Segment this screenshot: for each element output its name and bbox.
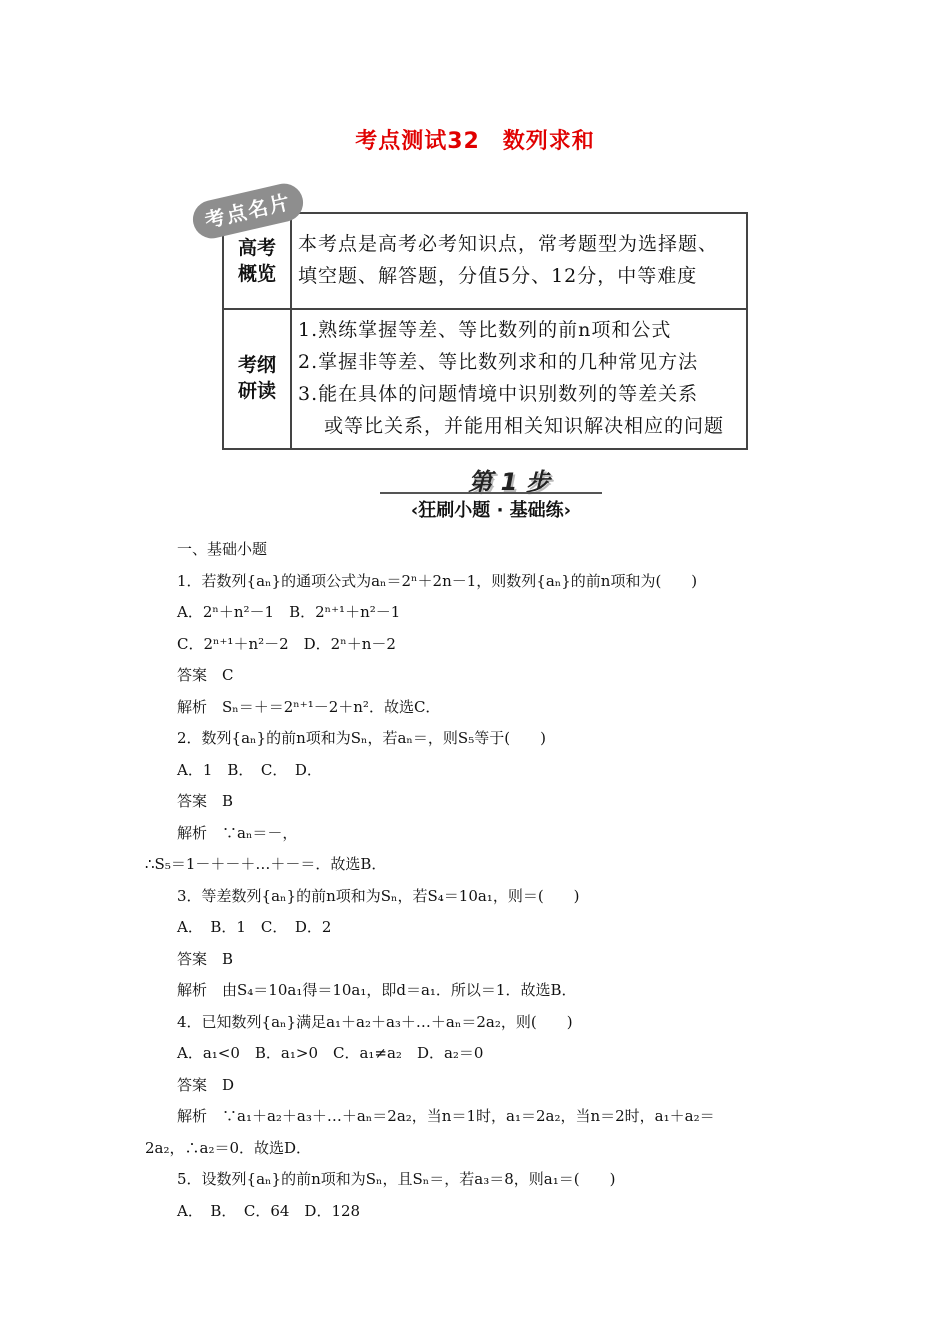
syllabus-head-line-2: 研读 [237, 380, 276, 402]
question-1-stem: 1．若数列{aₙ}的通项公式为aₙ＝2ⁿ＋2n－1，则数列{aₙ}的前n项和为( ) [177, 571, 698, 590]
question-4-analysis-2: 2a₂，∴a₂＝0．故选D． [145, 1138, 312, 1157]
overview-line-2: 填空题、解答题，分值5分、12分，中等难度 [298, 265, 698, 287]
syllabus-line-4: 或等比关系，并能用相关知识解决相应的问题 [324, 415, 725, 437]
question-2-analysis-1: 解析 ∵aₙ＝－， [177, 823, 298, 842]
syllabus-row-body [298, 308, 742, 448]
question-4-answer: 答案 D [177, 1075, 235, 1094]
question-5-options: A． B． C．64 D．128 [177, 1201, 361, 1220]
step-banner-subtitle: ‹狂刷小题 · 基础练› [410, 500, 572, 521]
overview-head-line-1: 高考 [237, 237, 276, 259]
question-3-options: A． B．1 C． D．2 [177, 918, 332, 936]
question-1-answer: 答案 C [177, 666, 234, 684]
step-banner [380, 458, 602, 524]
badge-kaodian-mingpian: 考点名片 [189, 180, 307, 242]
question-2-analysis-2: ∴S₅＝1－＋－＋…＋－＝．故选B． [145, 855, 387, 873]
question-3-analysis: 解析 由S₄＝10a₁得＝10a₁，即d＝a₁．所以＝1．故选B． [177, 981, 577, 999]
overview-head-line-2: 概览 [237, 263, 276, 285]
syllabus-row-head [224, 308, 292, 448]
syllabus-line-2: 2.掌握非等差、等比数列求和的几种常见方法 [298, 351, 699, 373]
question-5-stem: 5．设数列{aₙ}的前n项和为Sₙ，且Sₙ＝，若a₃＝8，则a₁＝( ) [177, 1170, 616, 1188]
summary-card [222, 212, 748, 450]
question-3-stem: 3．等差数列{aₙ}的前n项和为Sₙ，若S₄＝10a₁，则＝( ) [177, 886, 580, 905]
step-banner-title: 第 1 步 [468, 468, 550, 496]
question-1-options-cd: C．2ⁿ⁺¹＋n²－2 D．2ⁿ＋n－2 [177, 634, 396, 653]
syllabus-row [224, 308, 746, 448]
syllabus-line-3: 3.能在具体的问题情境中识别数列的等差关系 [298, 383, 699, 405]
question-4-options: A．a₁<0 B．a₁>0 C．a₁≠a₂ D．a₂＝0 [177, 1044, 484, 1062]
overview-line-1: 本考点是高考必考知识点，常考题型为选择题、 [298, 233, 719, 255]
step-banner-divider [380, 492, 602, 494]
question-4-stem: 4．已知数列{aₙ}满足a₁＋a₂＋a₃＋…＋aₙ＝2a₂，则( ) [177, 1012, 573, 1031]
question-2-stem: 2．数列{aₙ}的前n项和为Sₙ，若aₙ＝，则S₅等于( ) [177, 729, 546, 747]
syllabus-head-line-1: 考纲 [237, 354, 276, 376]
question-2-answer: 答案 B [177, 792, 234, 810]
overview-row-body [298, 214, 742, 308]
overview-row [224, 214, 746, 310]
question-4-analysis-1: 解析 ∵a₁＋a₂＋a₃＋…＋aₙ＝2a₂，当n＝1时，a₁＝2a₂，当n＝2时，a₁＋a₂＝ [177, 1107, 715, 1125]
exercise-content [145, 534, 805, 1227]
question-1-options-ab: A．2ⁿ＋n²－1 B．2ⁿ⁺¹＋n²－1 [177, 603, 401, 621]
syllabus-line-1: 1.熟练掌握等差、等比数列的前n项和公式 [298, 319, 672, 341]
question-3-answer: 答案 B [177, 949, 234, 968]
question-2-options: A．1 B． C． D． [177, 760, 322, 779]
page-title: 考点测试32 数列求和 [355, 129, 595, 154]
question-1-analysis: 解析 Sₙ＝＋＝2ⁿ⁺¹－2＋n²．故选C． [177, 697, 441, 716]
section-heading: 一、基础小题 [177, 540, 268, 558]
